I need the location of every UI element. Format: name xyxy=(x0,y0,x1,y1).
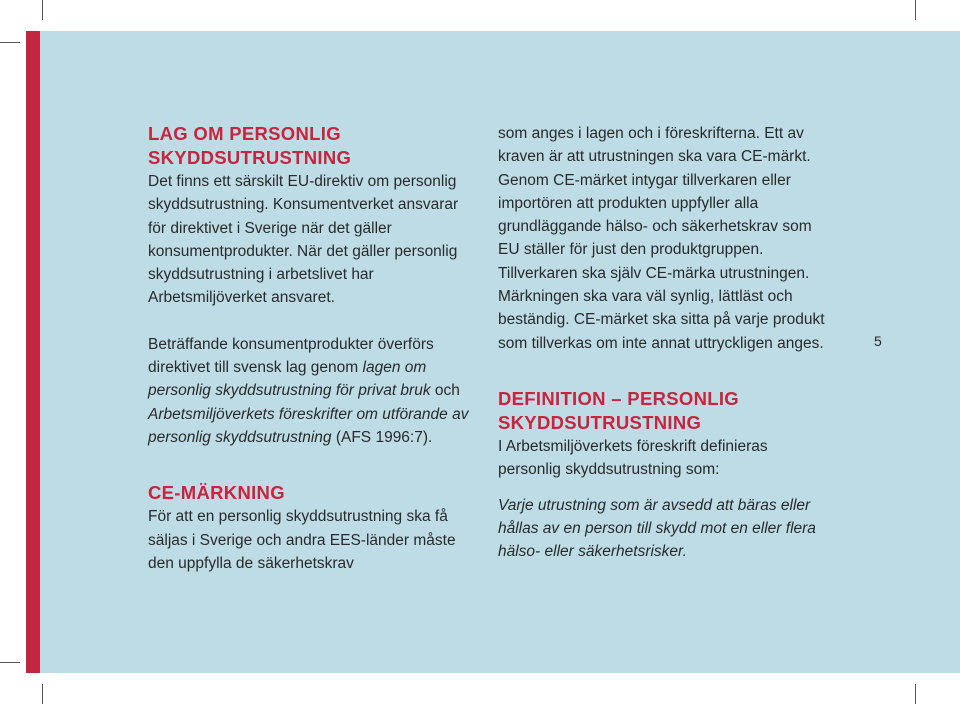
red-accent-strip xyxy=(26,31,40,673)
continuation-text: som anges i lagen och i föreskrifterna. Ett av kraven är att utrustningen ska vara CE-märkt. Genom CE-märket intygar tillverkaren eller importören att produkten uppfyller alla grundläggande hälso- och säkerhetskrav som EU ställer för just den produktgruppen. Tillverkaren ska själv CE-märka utrustningen. Märkningen ska vara väl synlig, lättläst och beständig. CE-märket ska sitta på varje produkt som tillverkas om inte annat uttryckligen anges. xyxy=(498,125,825,352)
law-title-italic: lagen om personlig skyddsutrustning för privat bruk xyxy=(148,359,431,400)
heading-line: DEFINITION – PERSONLIG xyxy=(498,387,739,409)
paragraph-text: och xyxy=(430,382,460,400)
crop-mark xyxy=(0,42,20,43)
heading-line: SKYDDSUTRUSTNING xyxy=(148,147,352,168)
right-column xyxy=(498,122,828,563)
section-heading-definition xyxy=(498,387,828,435)
page-number: 5 xyxy=(874,333,882,349)
heading-line: SKYDDSUTRUSTNING xyxy=(498,411,702,433)
section-body-text: I Arbetsmiljöverkets föreskrift definieras personlig skyddsutrustning som: xyxy=(498,437,768,479)
crop-mark xyxy=(0,662,20,663)
definition-italic-text: Varje utrustning som är avsedd att bäras eller hållas av en person till skydd mot en eller flera hälso- eller säkerhetsrisker. xyxy=(498,496,816,561)
crop-mark xyxy=(915,684,916,704)
crop-mark xyxy=(42,0,43,20)
section-heading-personal-protective-law xyxy=(148,122,478,170)
heading-line: LAG OM PERSONLIG xyxy=(148,123,341,144)
paragraph-text: Beträffande konsumentprodukter överförs direktivet till svensk lag genom xyxy=(148,335,434,377)
definition-quote xyxy=(498,494,828,564)
crop-mark xyxy=(915,0,916,20)
section-body-text: För att en personlig skyddsutrustning ska få säljas i Sverige och andra EES-länder måste den uppfylla de säkerhetskrav xyxy=(148,508,456,572)
paragraph-text: (AFS 1996:7). xyxy=(331,428,433,446)
left-column xyxy=(148,122,478,575)
regulation-title-italic: Arbetsmiljöverkets föreskrifter om utförande av personlig skyddsutrustning xyxy=(148,405,469,446)
section-heading-ce-marking: CE-MÄRKNING xyxy=(148,482,285,504)
legislation-paragraph xyxy=(148,333,478,449)
section-body-text: Det finns ett särskilt EU-direktiv om personlig skyddsutrustning. Konsumentverket ansvarar för direktivet i Sverige när det gäller konsumentprodukter. När det gäller personlig skyddsutrustning i arbetslivet har Arbetsmiljöverket ansvaret. xyxy=(148,173,459,307)
crop-mark xyxy=(42,684,43,704)
